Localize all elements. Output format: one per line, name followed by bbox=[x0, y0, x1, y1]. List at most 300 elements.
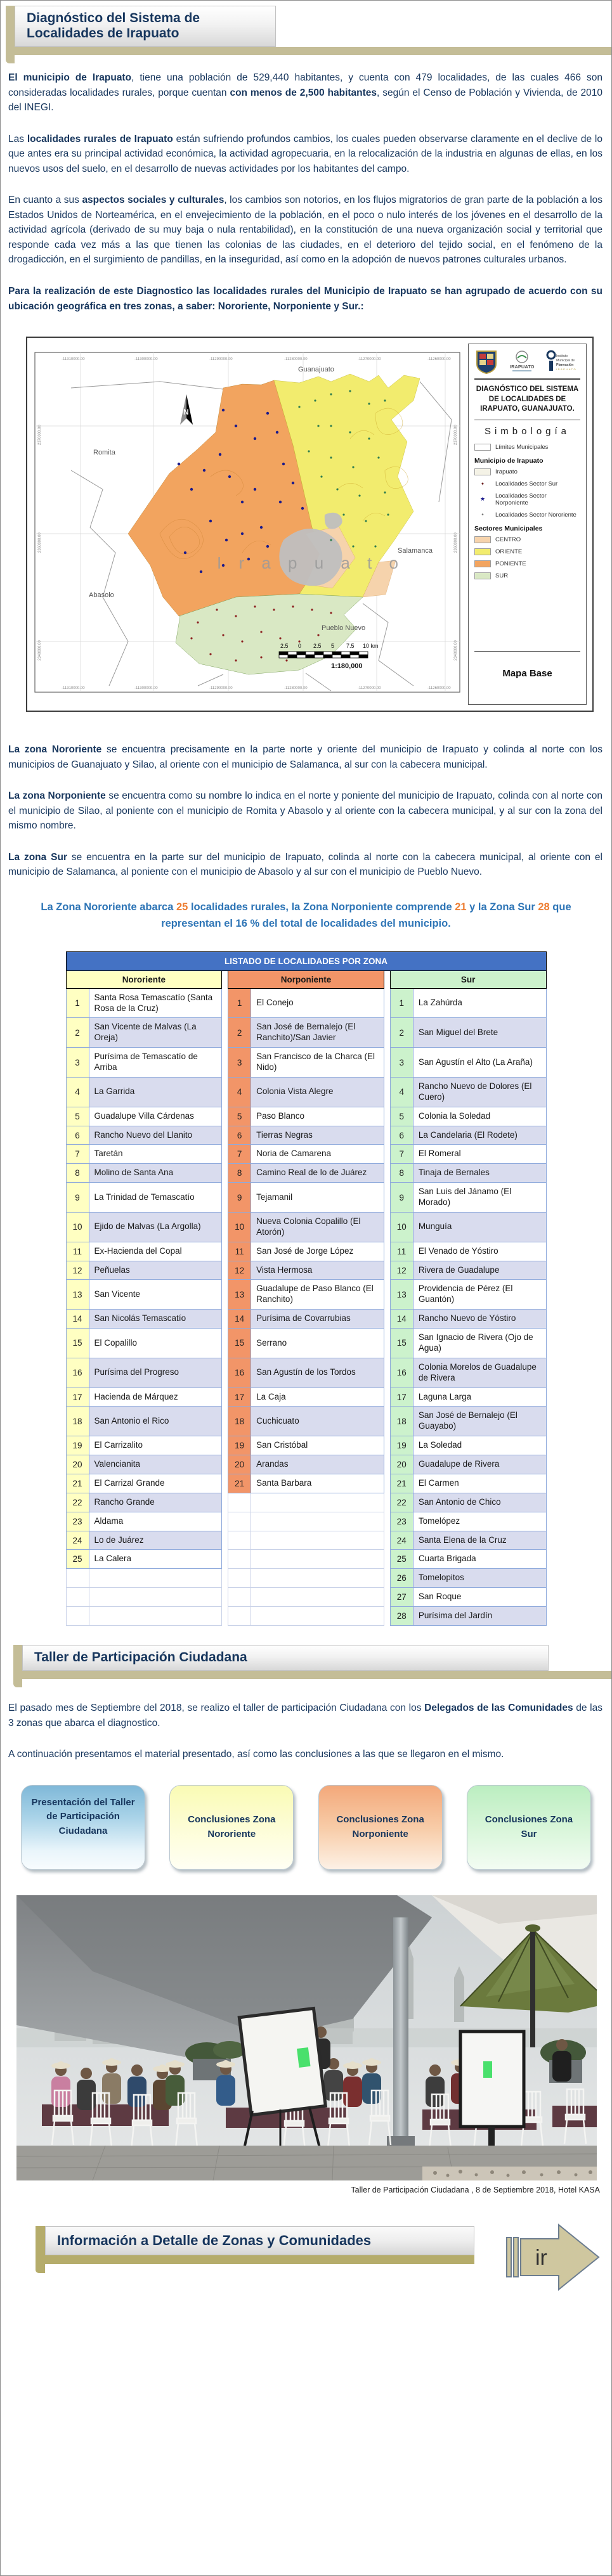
svg-text:5: 5 bbox=[331, 643, 335, 650]
text-segment: Delegados de las Comunidades bbox=[424, 1702, 573, 1713]
locality-cell: San José de Bernalejo (El Ranchito)/San Javier bbox=[251, 1018, 384, 1048]
table-row bbox=[66, 1164, 546, 1183]
legend-logos bbox=[474, 349, 580, 380]
footer-shadow-bottom bbox=[45, 2255, 474, 2264]
legend-item-irapuato: Irapuato bbox=[474, 468, 580, 475]
svg-text:-11300000.00: -11300000.00 bbox=[134, 686, 158, 691]
locality-cell: Rancho Grande bbox=[89, 1493, 222, 1512]
locality-cell: Guadalupe de Rivera bbox=[413, 1455, 546, 1474]
conclusion-buttons-row bbox=[21, 1785, 591, 1870]
table-row bbox=[66, 1126, 546, 1145]
locality-number: 3 bbox=[66, 1048, 89, 1078]
locality-number: 8 bbox=[390, 1164, 413, 1183]
locality-number: 6 bbox=[228, 1126, 251, 1145]
locality-number: 24 bbox=[390, 1531, 413, 1550]
locality-cell: San Miguel del Brete bbox=[413, 1018, 546, 1048]
intro-paragraph-4 bbox=[8, 284, 602, 314]
oriente-swatch bbox=[474, 548, 491, 555]
arrow-body bbox=[521, 2225, 599, 2289]
locality-number: 25 bbox=[390, 1550, 413, 1569]
column-header-norponiente: Norponiente bbox=[228, 970, 384, 988]
locality-cell: Colonia Vista Alegre bbox=[251, 1077, 384, 1107]
svg-text:2.5: 2.5 bbox=[280, 643, 289, 650]
label-guanajuato: Guanajuato bbox=[298, 366, 334, 374]
locality-number: 6 bbox=[66, 1126, 89, 1145]
locality-number: 23 bbox=[390, 1512, 413, 1531]
locality-number: 11 bbox=[228, 1242, 251, 1261]
locality-cell: La Calera bbox=[89, 1550, 222, 1569]
table-row bbox=[66, 1550, 546, 1569]
locality-number: 3 bbox=[228, 1048, 251, 1078]
zone-nororiente-paragraph bbox=[8, 742, 602, 772]
irapuato-municipality-logo bbox=[509, 349, 535, 375]
title-shadow-bottom bbox=[15, 47, 611, 55]
text-segment: El pasado mes de Septiembre del 2018, se realizo el taller de participación Ciudadana con los bbox=[8, 1702, 425, 1713]
locality-cell: Valencianita bbox=[89, 1455, 222, 1474]
locality-cell bbox=[251, 1550, 384, 1569]
locality-number: 3 bbox=[390, 1048, 413, 1078]
locality-cell: La Trinidad de Temascatío bbox=[89, 1183, 222, 1213]
map-legend-title: DIAGNÓSTICO DEL SISTEMA DE LOCALIDADES DE IRAPUATO, GUANAJUATO. bbox=[474, 380, 580, 420]
locality-number: 7 bbox=[228, 1145, 251, 1164]
locality-cell bbox=[251, 1569, 384, 1588]
locality-number: 12 bbox=[390, 1261, 413, 1280]
locality-number: 22 bbox=[390, 1493, 413, 1512]
locality-cell: San Agustín de los Tordos bbox=[251, 1358, 384, 1388]
locality-number: 6 bbox=[390, 1126, 413, 1145]
locality-cell: San Francisco de la Charca (El Nido) bbox=[251, 1048, 384, 1078]
column-header-sur: Sur bbox=[390, 970, 546, 988]
locality-number: 14 bbox=[228, 1310, 251, 1329]
symbology-heading: Simbología bbox=[484, 425, 571, 437]
locality-cell: Peñuelas bbox=[89, 1261, 222, 1280]
table-row bbox=[66, 1512, 546, 1531]
text-segment: En cuanto a sus bbox=[8, 195, 82, 206]
locality-number: 22 bbox=[66, 1493, 89, 1512]
locality-number: 17 bbox=[390, 1388, 413, 1407]
locality-number: 2 bbox=[228, 1018, 251, 1048]
legend-item-loc-nororiente: • Localidades Sector Nororiente bbox=[474, 512, 580, 518]
label-irapuato-city: I r a p u a t o bbox=[217, 553, 405, 573]
locality-cell: Purísima del Jardín bbox=[413, 1607, 546, 1626]
text-segment: localidades rurales, la Zona Norponiente comprende bbox=[188, 901, 455, 913]
table-row bbox=[66, 1329, 546, 1358]
table-row bbox=[66, 1493, 546, 1512]
svg-text:2340000.00: 2340000.00 bbox=[454, 640, 458, 661]
locality-number: 15 bbox=[390, 1329, 413, 1358]
zone-map bbox=[33, 344, 463, 705]
svg-text:2360000.00: 2360000.00 bbox=[454, 532, 458, 553]
text-segment: La zona Norponiente bbox=[8, 790, 106, 802]
locality-cell: Ejido de Malvas (La Argolla) bbox=[89, 1212, 222, 1242]
svg-text:IRAPUATO: IRAPUATO bbox=[556, 368, 577, 371]
title-shadow-left bbox=[6, 6, 15, 63]
svg-text:Instituto: Instituto bbox=[556, 354, 568, 359]
locality-number: 16 bbox=[228, 1358, 251, 1388]
svg-text:-11270000.00: -11270000.00 bbox=[358, 686, 381, 691]
text-segment: se encuentra precisamente en la parte norte y oriente del municipio de Irapuato y colinda al norte con los municipios de Guanajuato y Silao, al oriente con el municipio de Salamanca, al sur con la cabecera municipal. bbox=[8, 744, 602, 770]
table-row bbox=[66, 1048, 546, 1078]
locality-cell: Noria de Camarena bbox=[251, 1145, 384, 1164]
table-row bbox=[66, 1183, 546, 1213]
svg-text:Planeación: Planeación bbox=[556, 363, 574, 368]
text-segment: aspectos sociales y culturales bbox=[82, 195, 225, 206]
svg-text:-11290000.00: -11290000.00 bbox=[209, 357, 233, 362]
locality-number: 4 bbox=[390, 1077, 413, 1107]
svg-text:2.5: 2.5 bbox=[313, 643, 322, 650]
locality-cell: El Carmen bbox=[413, 1474, 546, 1493]
locality-number: 14 bbox=[66, 1310, 89, 1329]
locality-number: 5 bbox=[66, 1107, 89, 1126]
legend-municipio-heading: Municipio de Irapuato bbox=[474, 456, 544, 465]
irapuato-swatch bbox=[474, 468, 491, 475]
locality-number: 25 bbox=[66, 1550, 89, 1569]
locality-cell: San José de Bernalejo (El Guayabo) bbox=[413, 1407, 546, 1436]
locality-number: 4 bbox=[228, 1077, 251, 1107]
legend-item-loc-norponiente: ★ Localidades Sector Norponiente bbox=[474, 493, 580, 506]
locality-number bbox=[228, 1569, 251, 1588]
table-row bbox=[66, 1531, 546, 1550]
locality-cell: Hacienda de Márquez bbox=[89, 1388, 222, 1407]
locality-cell: Tejamanil bbox=[251, 1183, 384, 1213]
svg-text:1:180,000: 1:180,000 bbox=[331, 662, 363, 671]
norponiente-locality-marker-icon: ★ bbox=[479, 496, 486, 503]
table-row bbox=[66, 1212, 546, 1242]
svg-text:-11310000.00: -11310000.00 bbox=[62, 686, 85, 691]
locality-cell: El Conejo bbox=[251, 988, 384, 1018]
locality-number: 1 bbox=[66, 988, 89, 1018]
locality-cell: Tinaja de Bernales bbox=[413, 1164, 546, 1183]
legend-item-loc-sur: ✦ Localidades Sector Sur bbox=[474, 480, 580, 487]
locality-cell: Purísima de Temascatío de Arriba bbox=[89, 1048, 222, 1078]
locality-number: 24 bbox=[66, 1531, 89, 1550]
intro-paragraph-2 bbox=[8, 132, 602, 177]
table-row bbox=[66, 1407, 546, 1436]
svg-text:10 km: 10 km bbox=[363, 643, 379, 650]
table-row bbox=[66, 1280, 546, 1310]
locality-cell: Laguna Larga bbox=[413, 1388, 546, 1407]
locality-number: 2 bbox=[66, 1018, 89, 1048]
label-salamanca: Salamanca bbox=[398, 547, 433, 555]
text-segment: 28 bbox=[538, 901, 550, 913]
svg-text:0: 0 bbox=[298, 643, 302, 650]
locality-cell: Serrano bbox=[251, 1329, 384, 1358]
label-romita: Romita bbox=[93, 449, 115, 457]
zone-map-figure bbox=[26, 337, 594, 712]
text-segment: , los cambios son notorios, en los flujos migratorios de gran parte de la población a los Estados Unidos de Norteamérica, en el envejecimiento de la población, en el poco o nulo interés de los jóvenes en el desarrollo de la actividad agrícola (derivado de su muy baja o nula rentabilidad), en la constitución de una nueva organización social y territorial que responde cada vez más a las que tienen las colonias de las ciudades, en el deterioro del tejido social, en el fenómeno de la drogadicción, en el surgimiento de pandillas, en la inseguridad, así como en la adopción de nuevos patrones culturales urbanos. bbox=[8, 195, 602, 266]
locality-number: 9 bbox=[228, 1183, 251, 1213]
text-segment: El municipio de Irapuato bbox=[8, 72, 132, 83]
svg-text:IRAPUATO: IRAPUATO bbox=[509, 364, 534, 370]
locality-cell: San Vicente bbox=[89, 1280, 222, 1310]
svg-text:-11280000.00: -11280000.00 bbox=[284, 686, 308, 691]
locality-cell: San Antonio el Rico bbox=[89, 1407, 222, 1436]
locality-cell: Arandas bbox=[251, 1455, 384, 1474]
table-row bbox=[66, 1310, 546, 1329]
text-segment: están sufriendo profundos cambios, los cuales pueden observarse claramente en el declive de lo que antes era su principal actividad económica, la actividad agropecuaria, en la relocalización de la industria en algunas de ellas, en los nuevos usos del suelo, en el desarrollo de nuevas actividades por los habitantes del campo. bbox=[8, 133, 602, 174]
locality-number: 19 bbox=[66, 1436, 89, 1455]
locality-cell: El Carrizal Grande bbox=[89, 1474, 222, 1493]
table-row bbox=[66, 1107, 546, 1126]
locality-cell: San Agustín el Alto (La Araña) bbox=[413, 1048, 546, 1078]
locality-cell: Lo de Juárez bbox=[89, 1531, 222, 1550]
locality-number: 18 bbox=[228, 1407, 251, 1436]
locality-cell: La Candelaria (El Rodete) bbox=[413, 1126, 546, 1145]
locality-cell: San Cristóbal bbox=[251, 1436, 384, 1455]
text-segment: , tiene una población de 529,440 habitantes, y cuenta con 479 localidades, de las cuales 466 son consideradas localidades rurales, porque cuentan bbox=[8, 72, 602, 98]
locality-cell bbox=[89, 1588, 222, 1607]
main-title-header bbox=[6, 6, 611, 55]
arrow-stripe-2 bbox=[514, 2238, 518, 2277]
locality-cell: Tomelopitos bbox=[413, 1569, 546, 1588]
locality-cell: Tomelópez bbox=[413, 1512, 546, 1531]
centro-swatch bbox=[474, 536, 491, 543]
irapuato-shield-logo bbox=[476, 350, 497, 374]
locality-number: 19 bbox=[390, 1436, 413, 1455]
svg-text:-11260000.00: -11260000.00 bbox=[427, 686, 451, 691]
locality-cell: San Nicolás Temascatío bbox=[89, 1310, 222, 1329]
legend-item-oriente: ORIENTE bbox=[474, 548, 580, 555]
table-row bbox=[66, 1607, 546, 1626]
button-conclusiones-norponiente[interactable]: Conclusiones Zona Norponiente bbox=[318, 1785, 443, 1870]
locality-number: 4 bbox=[66, 1077, 89, 1107]
svg-text:N: N bbox=[183, 408, 189, 417]
svg-text:-11280000.00: -11280000.00 bbox=[284, 357, 308, 362]
table-row bbox=[66, 1388, 546, 1407]
locality-cell: Cuarta Brigada bbox=[413, 1550, 546, 1569]
locality-number: 1 bbox=[390, 988, 413, 1018]
locality-cell: El Copalillo bbox=[89, 1329, 222, 1358]
locality-cell: San Vicente de Malvas (La Oreja) bbox=[89, 1018, 222, 1048]
locality-number: 17 bbox=[66, 1388, 89, 1407]
svg-text:2370000.00: 2370000.00 bbox=[38, 425, 42, 446]
table-header-row bbox=[66, 970, 546, 988]
locality-number bbox=[66, 1569, 89, 1588]
locality-cell bbox=[251, 1512, 384, 1531]
locality-number bbox=[228, 1550, 251, 1569]
svg-text:-11260000.00: -11260000.00 bbox=[427, 357, 451, 362]
locality-cell: Santa Elena de la Cruz bbox=[413, 1531, 546, 1550]
workshop-photo bbox=[16, 1895, 597, 2180]
locality-cell: Vista Hermosa bbox=[251, 1261, 384, 1280]
locality-cell: El Carrizalito bbox=[89, 1436, 222, 1455]
locality-cell bbox=[251, 1588, 384, 1607]
text-segment: 25 bbox=[176, 901, 188, 913]
text-segment: se encuentra como su nombre lo indica en el norte y poniente del municipio de Irapuato, colinda con al norte con el municipio de Silao, al poniente con el municipio de Romita y Abasolo y al oriente con la cabecera municipal, y al sur con la zona del mismo nombre. bbox=[8, 790, 602, 832]
legend-item-centro: CENTRO bbox=[474, 536, 580, 543]
locality-cell bbox=[251, 1531, 384, 1550]
locality-cell: Aldama bbox=[89, 1512, 222, 1531]
locality-cell: San Ignacio de Rivera (Ojo de Agua) bbox=[413, 1329, 546, 1358]
locality-number bbox=[66, 1588, 89, 1607]
locality-number bbox=[228, 1607, 251, 1626]
svg-text:2340000.00: 2340000.00 bbox=[38, 640, 42, 661]
locality-number bbox=[228, 1531, 251, 1550]
footer-title: Información a Detalle de Zonas y Comunidades bbox=[45, 2226, 474, 2255]
svg-text:2370000.00: 2370000.00 bbox=[454, 425, 458, 446]
text-segment: de las 3 zonas que abarca el diagnostico. bbox=[8, 1702, 602, 1729]
text-segment: que representan el 16 % del total de localidades del municipio. bbox=[161, 901, 571, 930]
table-row bbox=[66, 1145, 546, 1164]
button-conclusiones-sur[interactable]: Conclusiones Zona Sur bbox=[467, 1785, 591, 1870]
locality-cell: Nueva Colonia Copalillo (El Atorón) bbox=[251, 1212, 384, 1242]
locality-cell: Rancho Nuevo de Yóstiro bbox=[413, 1310, 546, 1329]
go-button[interactable] bbox=[505, 2220, 601, 2293]
locality-cell bbox=[89, 1569, 222, 1588]
text-segment: y la Zona Sur bbox=[466, 901, 538, 913]
locality-number: 16 bbox=[66, 1358, 89, 1388]
locality-number: 2 bbox=[390, 1018, 413, 1048]
locality-number: 10 bbox=[66, 1212, 89, 1242]
locality-number: 9 bbox=[390, 1183, 413, 1213]
svg-text:-11290000.00: -11290000.00 bbox=[209, 686, 233, 691]
locality-number: 20 bbox=[390, 1455, 413, 1474]
svg-text:-11310000.00: -11310000.00 bbox=[62, 357, 85, 362]
text-segment: La zona Nororiente bbox=[8, 744, 102, 756]
locality-cell: San José de Jorge López bbox=[251, 1242, 384, 1261]
locality-number: 21 bbox=[228, 1474, 251, 1493]
text-segment: 21 bbox=[455, 901, 467, 913]
locality-cell: El Venado de Yóstiro bbox=[413, 1242, 546, 1261]
table-row bbox=[66, 1077, 546, 1107]
page-title: Diagnóstico del Sistema de Localidades de Irapuato bbox=[15, 6, 276, 47]
intro-paragraph-3 bbox=[8, 193, 602, 267]
table-row bbox=[66, 1455, 546, 1474]
locality-cell: Rancho Nuevo del Llanito bbox=[89, 1126, 222, 1145]
text-segment: La Zona Nororiente abarca bbox=[41, 901, 176, 913]
locality-number: 12 bbox=[228, 1261, 251, 1280]
table-row bbox=[66, 1261, 546, 1280]
footer-shadow-left bbox=[36, 2226, 45, 2273]
locality-number: 5 bbox=[390, 1107, 413, 1126]
locality-number: 11 bbox=[390, 1242, 413, 1261]
locality-cell: San Antonio de Chico bbox=[413, 1493, 546, 1512]
locality-number: 28 bbox=[390, 1607, 413, 1626]
taller-title: Taller de Participación Ciudadana bbox=[22, 1645, 549, 1671]
sur-locality-marker-icon: ✦ bbox=[480, 480, 485, 487]
svg-text:Municipal de: Municipal de bbox=[556, 359, 575, 363]
locality-cell: Ex-Hacienda del Copal bbox=[89, 1242, 222, 1261]
map-base-label: Mapa Base bbox=[474, 651, 580, 698]
locality-cell: La Zahúrda bbox=[413, 988, 546, 1018]
locality-number: 18 bbox=[66, 1407, 89, 1436]
sur-swatch bbox=[474, 572, 491, 579]
locality-number: 21 bbox=[66, 1474, 89, 1493]
locality-cell: Munguía bbox=[413, 1212, 546, 1242]
locality-cell: Colonia Morelos de Guadalupe de Rivera bbox=[413, 1358, 546, 1388]
text-segment: con menos de 2,500 habitantes bbox=[230, 87, 377, 98]
locality-number: 9 bbox=[66, 1183, 89, 1213]
locality-number: 15 bbox=[228, 1329, 251, 1358]
locality-number: 21 bbox=[390, 1474, 413, 1493]
locality-cell: Tierras Negras bbox=[251, 1126, 384, 1145]
locality-number: 15 bbox=[66, 1329, 89, 1358]
footer-header bbox=[36, 2226, 474, 2264]
locality-number: 13 bbox=[66, 1280, 89, 1310]
locality-number: 16 bbox=[390, 1358, 413, 1388]
locality-cell: Purísima del Progreso bbox=[89, 1358, 222, 1388]
pebble-strip bbox=[422, 2167, 597, 2180]
locality-cell: Colonia la Soledad bbox=[413, 1107, 546, 1126]
go-label: ir bbox=[535, 2245, 547, 2270]
locality-cell: Purísima de Covarrubias bbox=[251, 1310, 384, 1329]
svg-text:-11300000.00: -11300000.00 bbox=[134, 357, 158, 362]
nororiente-locality-marker-icon: • bbox=[481, 511, 484, 518]
locality-number bbox=[66, 1607, 89, 1626]
svg-text:7.5: 7.5 bbox=[346, 643, 355, 650]
locality-cell: Paso Blanco bbox=[251, 1107, 384, 1126]
footer-row bbox=[36, 2226, 611, 2293]
locality-cell: Guadalupe Villa Cárdenas bbox=[89, 1107, 222, 1126]
title-shadow-bottom bbox=[22, 1671, 611, 1679]
text-segment: localidades rurales de Irapuato bbox=[27, 133, 173, 145]
locality-cell bbox=[251, 1493, 384, 1512]
locality-cell: La Soledad bbox=[413, 1436, 546, 1455]
intro-paragraph-1 bbox=[8, 70, 602, 115]
locality-number: 10 bbox=[390, 1212, 413, 1242]
zone-summary-statement bbox=[26, 899, 586, 932]
table-row bbox=[66, 1436, 546, 1455]
text-segment: La zona Sur bbox=[8, 851, 67, 863]
locality-number: 20 bbox=[66, 1455, 89, 1474]
locality-number: 17 bbox=[228, 1388, 251, 1407]
locality-cell bbox=[89, 1607, 222, 1626]
text-segment: Para la realización de este Diagnostico las localidades rurales del Municipio de Irapuato se han agrupado de acuerdo con su ubicación geográfica en tres zonas, a saber: Nororiente, Norponiente y Sur.: bbox=[8, 286, 602, 312]
locality-number bbox=[228, 1588, 251, 1607]
locality-number: 7 bbox=[390, 1145, 413, 1164]
locality-cell: Santa Rosa Temascatío (Santa Rosa de la Cruz) bbox=[89, 988, 222, 1018]
locality-number: 23 bbox=[66, 1512, 89, 1531]
table-row bbox=[66, 1018, 546, 1048]
locality-cell bbox=[251, 1607, 384, 1626]
table-row bbox=[66, 1358, 546, 1388]
locality-number: 27 bbox=[390, 1588, 413, 1607]
table-row bbox=[66, 988, 546, 1018]
text-segment: se encuentra en la parte sur del municipio de Irapuato, colinda al norte con la cabecera municipal, al oriente con el municipio de Salamanca, al poniente con el municipio de Abasolo y al sur con el municipio de Pueblo Nuevo. bbox=[8, 851, 602, 878]
locality-cell: Camino Real de lo de Juárez bbox=[251, 1164, 384, 1183]
implan-logo bbox=[546, 349, 579, 375]
table-title-row bbox=[66, 951, 546, 970]
locality-number: 8 bbox=[66, 1164, 89, 1183]
svg-text:-11270000.00: -11270000.00 bbox=[358, 357, 381, 362]
arrow-stripe-1 bbox=[507, 2238, 511, 2277]
limits-swatch bbox=[474, 444, 491, 451]
locality-cell: Guadalupe de Paso Blanco (El Ranchito) bbox=[251, 1280, 384, 1310]
locality-number: 13 bbox=[390, 1280, 413, 1310]
taller-paragraph-2 bbox=[8, 1747, 602, 1762]
locality-cell: La Caja bbox=[251, 1388, 384, 1407]
locality-number bbox=[228, 1512, 251, 1531]
zone-sur-paragraph bbox=[8, 850, 602, 880]
localities-table bbox=[66, 951, 547, 1626]
button-conclusiones-nororiente[interactable]: Conclusiones Zona Nororiente bbox=[169, 1785, 294, 1870]
locality-number: 19 bbox=[228, 1436, 251, 1455]
locality-cell: La Garrida bbox=[89, 1077, 222, 1107]
locality-cell: Rancho Nuevo de Dolores (El Cuero) bbox=[413, 1077, 546, 1107]
taller-paragraph-1 bbox=[8, 1701, 602, 1730]
button-presentacion-taller[interactable]: Presentación del Taller de Participación Ciudadana bbox=[21, 1785, 145, 1870]
locality-cell: San Roque bbox=[413, 1588, 546, 1607]
locality-cell: Providencia de Pérez (El Guantón) bbox=[413, 1280, 546, 1310]
text-segment: , según el Censo de Población y Vivienda, de 2010 del INEGI. bbox=[8, 87, 602, 113]
photo-caption: Taller de Participación Ciudadana , 8 de Septiembre 2018, Hotel KASA bbox=[351, 2185, 600, 2194]
zone-norponiente-paragraph bbox=[8, 789, 602, 834]
legend-item-limites: Límites Municipales bbox=[474, 444, 580, 451]
legend-sectores-heading: Sectores Municipales bbox=[474, 524, 543, 532]
legend-item-sur: SUR bbox=[474, 572, 580, 579]
locality-cell: Santa Barbara bbox=[251, 1474, 384, 1493]
locality-number bbox=[228, 1493, 251, 1512]
